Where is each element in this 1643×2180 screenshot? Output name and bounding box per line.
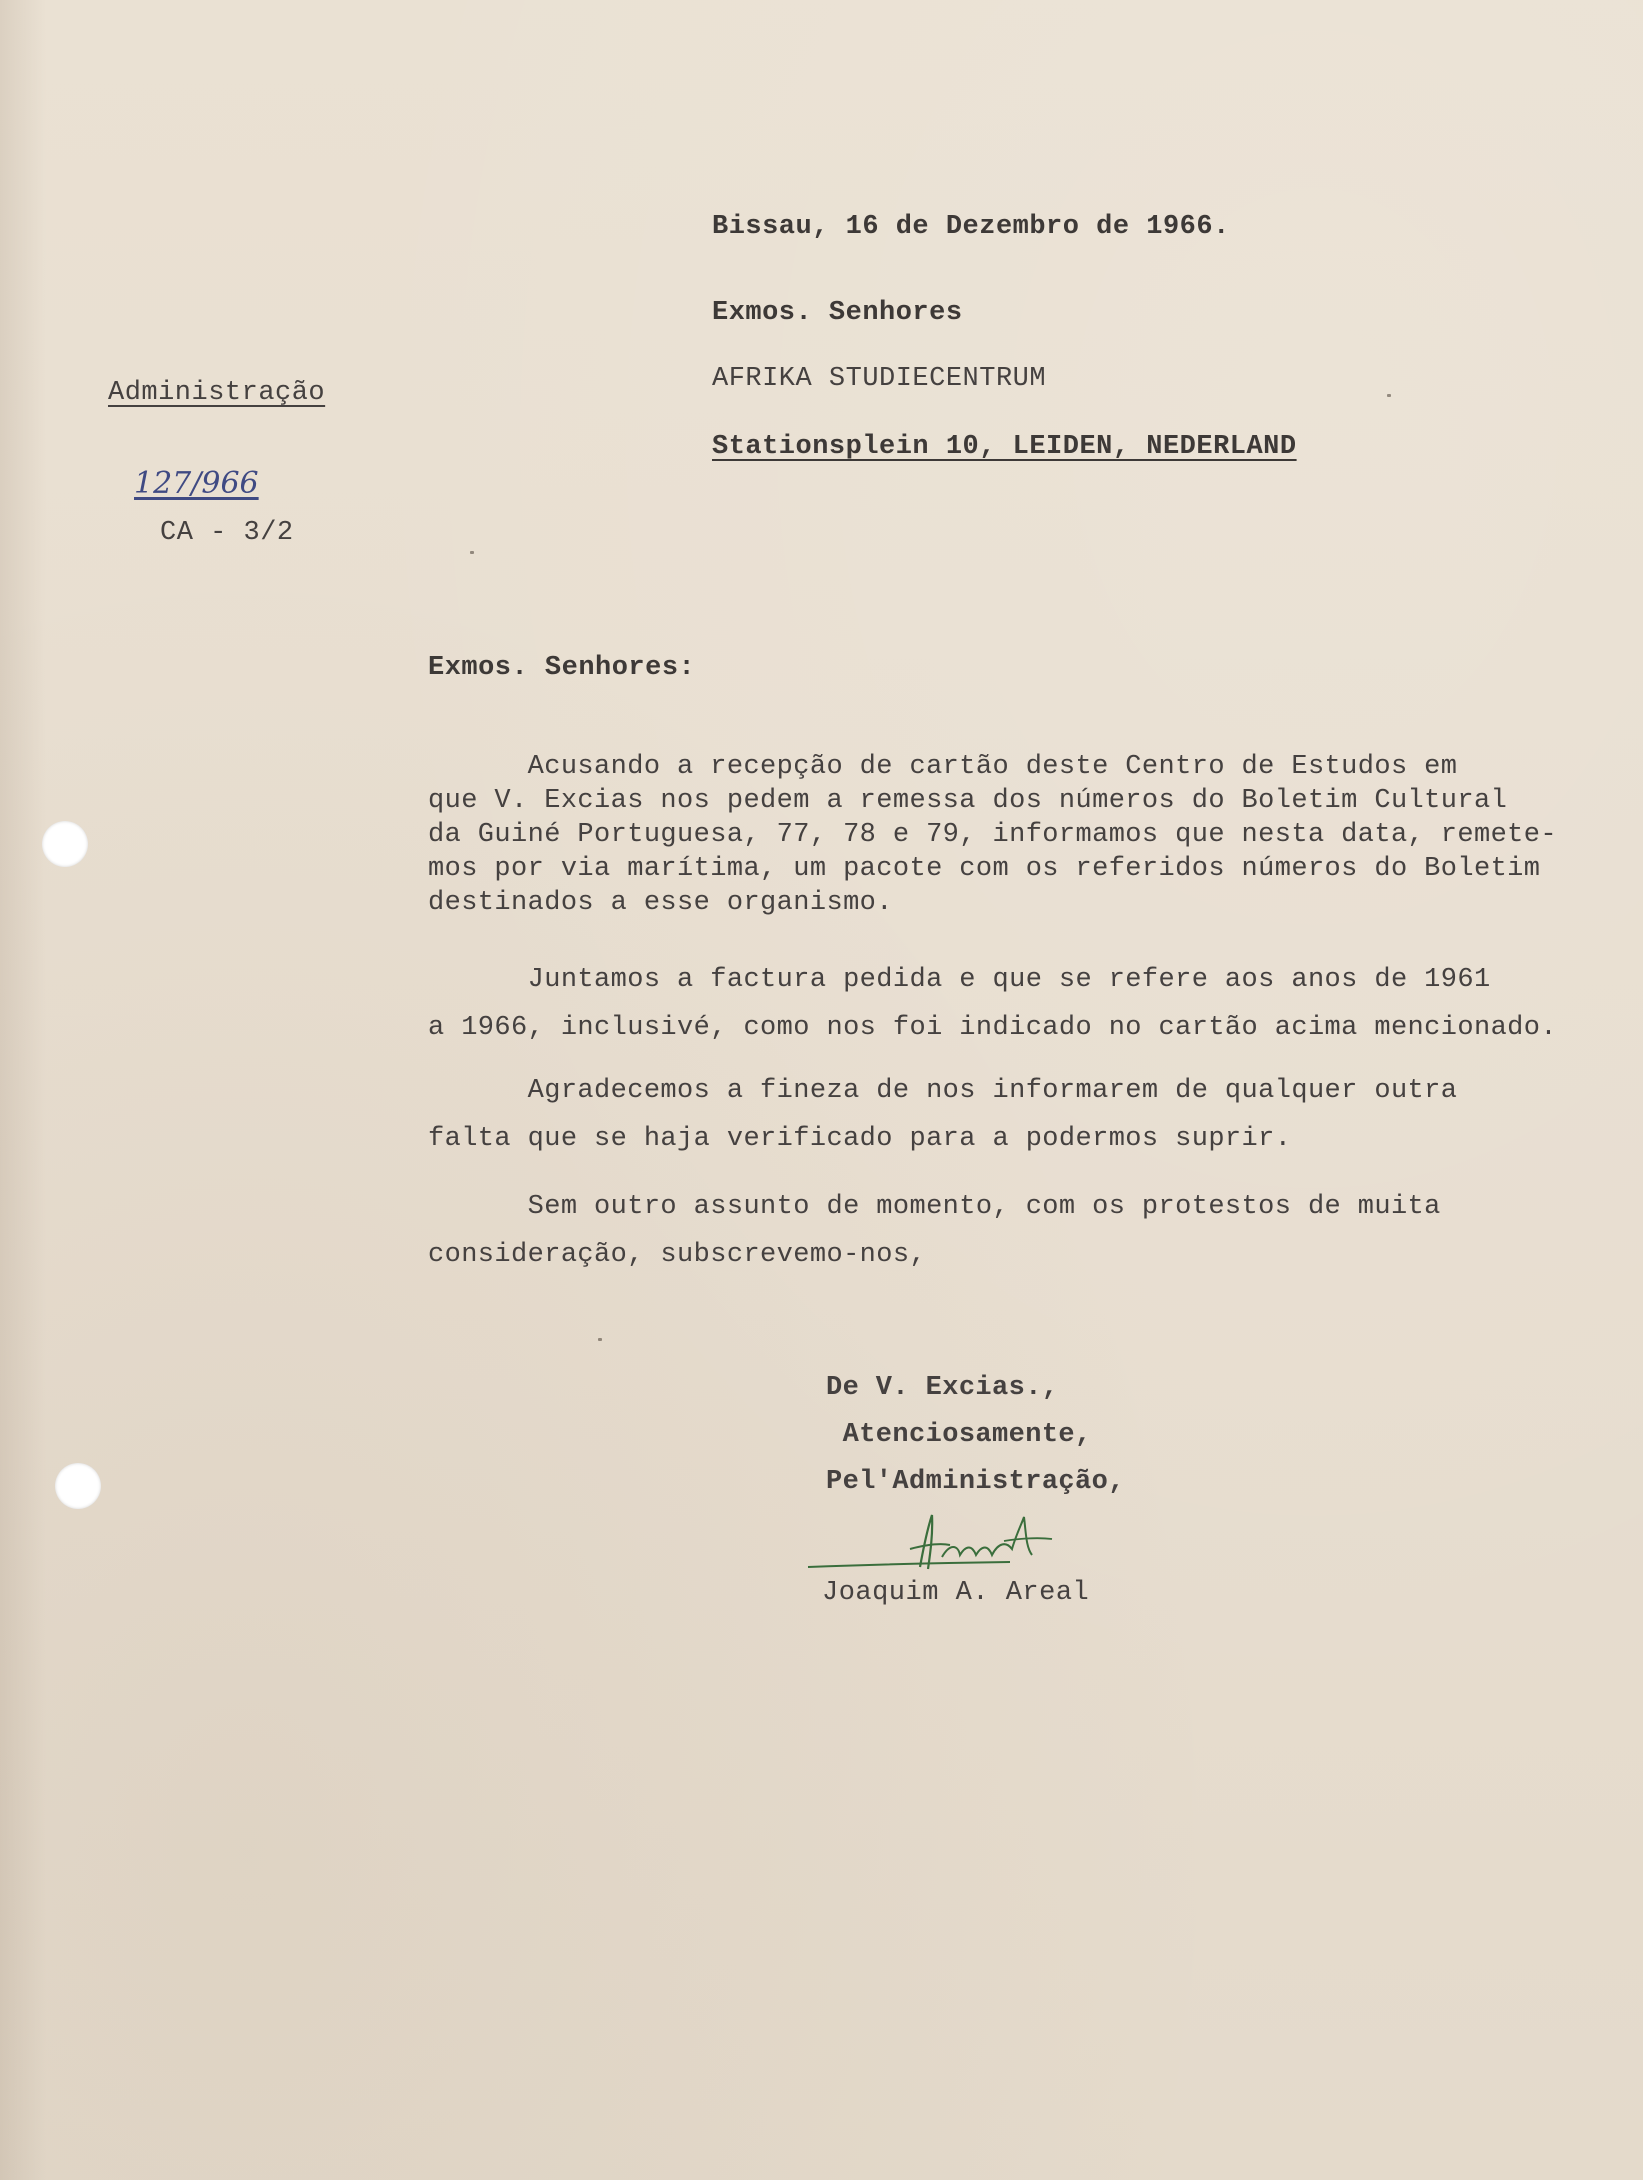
department-label: Administração bbox=[108, 378, 326, 408]
paper-speck bbox=[1387, 394, 1391, 397]
body-paragraph-1: Acusando a recepção de cartão deste Centro de Estudos em que V. Excias nos pedem a remessa dos números do Boletim Cultural da Guiné Portuguesa, 77, 78 e 79, informamos que nesta data, remete- mos por via marítima, um pacote com os referidos números do Boletim destinados a esse organismo. bbox=[428, 752, 1557, 918]
punch-hole-bottom bbox=[55, 1463, 101, 1509]
paper-speck bbox=[470, 551, 474, 554]
paper-speck bbox=[598, 1338, 602, 1341]
signer-name: Joaquim A. Areal bbox=[822, 1578, 1090, 1608]
body-paragraph-3: Agradecemos a fineza de nos informarem de qualquer outra falta que se haja verificado para a podermos suprir. bbox=[428, 1076, 1458, 1154]
reference-code: CA - 3/2 bbox=[160, 518, 294, 548]
handwritten-signature bbox=[800, 1505, 1100, 1585]
paper-left-edge bbox=[0, 0, 46, 2180]
punch-hole-top bbox=[42, 821, 88, 867]
body-paragraph-4: Sem outro assunto de momento, com os protestos de muita consideração, subscrevemo-nos, bbox=[428, 1192, 1441, 1270]
letter-salutation: Exmos. Senhores: bbox=[428, 653, 696, 683]
closing-block: De V. Excias., Atenciosamente, Pel'Administração, bbox=[826, 1373, 1125, 1497]
letter-date: Bissau, 16 de Dezembro de 1966. bbox=[712, 212, 1230, 242]
reference-number: 127/966 bbox=[134, 466, 259, 501]
recipient-address: Stationsplein 10, LEIDEN, NEDERLAND bbox=[712, 432, 1297, 462]
recipient-salutation: Exmos. Senhores bbox=[712, 298, 963, 328]
body-paragraph-2: Juntamos a factura pedida e que se refere aos anos de 1961 a 1966, inclusivé, como nos foi indicado no cartão acima mencionado. bbox=[428, 965, 1557, 1043]
recipient-organization: AFRIKA STUDIECENTRUM bbox=[712, 364, 1047, 394]
